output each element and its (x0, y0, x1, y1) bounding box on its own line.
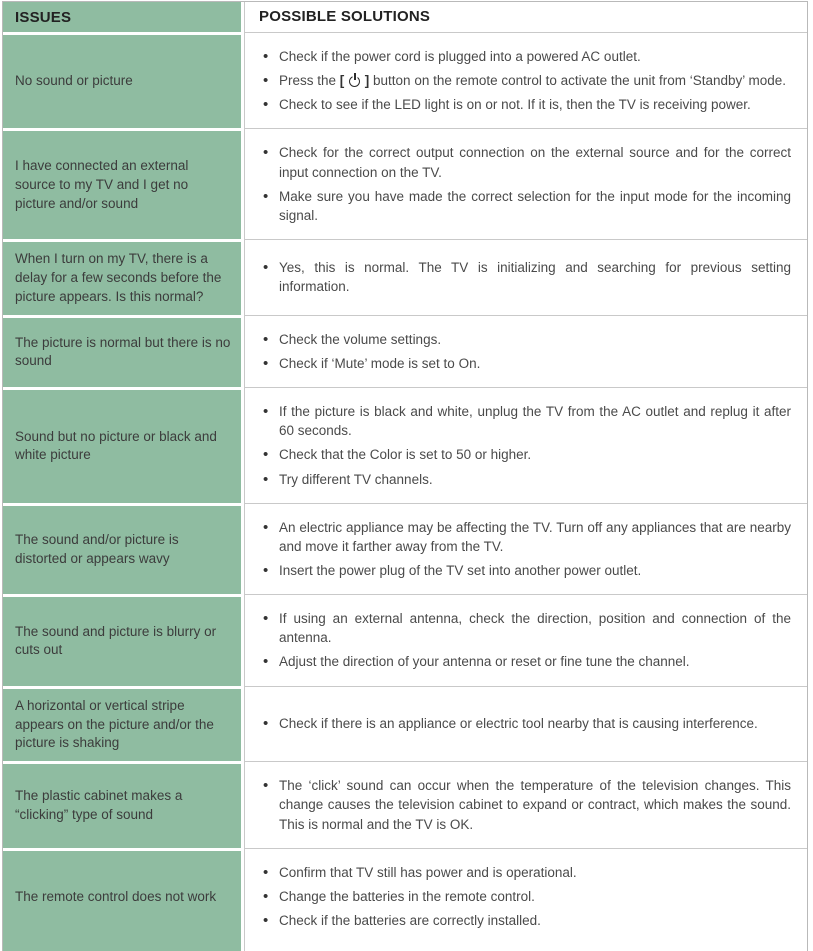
issue-cell (3, 686, 241, 762)
solutions-cell (244, 239, 807, 315)
solution-item: • If using an external antenna, check the direction, position and connection of the antenna. (261, 609, 791, 647)
table-row (3, 315, 807, 387)
issue-cell (3, 387, 241, 503)
solution-item: • Press the [ ] button on the remote control to activate the unit from ‘Standby’ mode. (261, 71, 791, 90)
issue-cell (3, 594, 241, 685)
table-body (3, 32, 807, 944)
issue-cell (3, 503, 241, 594)
solutions-cell (244, 387, 807, 503)
issue-text: The sound and/or picture is distorted or appears wavy (15, 532, 179, 566)
solution-item: • Check if ‘Mute’ mode is set to On. (261, 354, 791, 373)
solution-item: • If the picture is black and white, unplug the TV from the AC outlet and replug it after 60 seconds. (261, 402, 791, 440)
solutions-list (255, 249, 793, 305)
issue-text: I have connected an external source to my TV and I get no picture and/or sound (15, 157, 189, 211)
partial-next-row (3, 944, 807, 951)
solutions-list (255, 854, 793, 939)
solutions-list (255, 321, 793, 382)
solution-item: • Check that the Color is set to 50 or higher. (261, 445, 791, 464)
partial-issue-cell (3, 944, 241, 951)
issue-cell (3, 761, 241, 847)
solutions-cell (244, 315, 807, 387)
table-row (3, 503, 807, 594)
solution-item: • Check the volume settings. (261, 330, 791, 349)
power-icon (349, 76, 360, 87)
solutions-list (255, 134, 793, 234)
solutions-list (255, 767, 793, 842)
issue-text: When I turn on my TV, there is a delay for a few seconds before the picture appears. Is this normal? (15, 251, 222, 304)
solutions-list (255, 509, 793, 589)
issue-text: The sound and picture is blurry or cuts out (15, 623, 217, 658)
solution-item: • Check if the power cord is plugged into a powered AC outlet. (261, 47, 791, 66)
issue-text: The plastic cabinet makes a “clicking” type of sound (15, 788, 183, 823)
issues-header-cell (3, 2, 241, 32)
solution-item: • Yes, this is normal. The TV is initializing and searching for previous setting information. (261, 258, 791, 296)
table-row (3, 32, 807, 128)
issue-cell (3, 239, 241, 315)
issue-text: The picture is normal but there is no sound (15, 334, 231, 369)
issue-cell (3, 315, 241, 387)
solution-item: • Make sure you have made the correct selection for the input mode for the incoming signal. (261, 187, 791, 225)
solutions-cell (244, 686, 807, 762)
solution-item: • Change the batteries in the remote control. (261, 887, 791, 906)
solution-item: • Check for the correct output connection on the external source and for the correct input connection on the TV. (261, 143, 791, 181)
issue-cell (3, 848, 241, 944)
solution-item: • Adjust the direction of your antenna or reset or fine tune the channel. (261, 652, 791, 671)
solutions-header-cell (244, 2, 807, 32)
solution-item: • Check to see if the LED light is on or not. If it is, then the TV is receiving power. (261, 95, 791, 114)
solutions-list (255, 600, 793, 680)
solutions-cell (244, 761, 807, 847)
issues-header-label: ISSUES (15, 8, 72, 26)
bold-text: [ (339, 73, 349, 89)
table-row (3, 761, 807, 847)
bold-text: ] (361, 73, 370, 89)
solutions-list (255, 705, 793, 742)
table-row (3, 848, 807, 944)
table-row (3, 594, 807, 685)
solution-item: • Check if there is an appliance or electric tool nearby that is causing interference. (261, 714, 791, 733)
solution-item: • Check if the batteries are correctly installed. (261, 911, 791, 930)
table-row (3, 387, 807, 503)
issue-cell (3, 128, 241, 239)
issue-text: No sound or picture (15, 73, 133, 89)
solution-item: • Confirm that TV still has power and is operational. (261, 863, 791, 882)
solutions-cell (244, 32, 807, 128)
table-row (3, 128, 807, 239)
solution-item: • An electric appliance may be affecting the TV. Turn off any appliances that are nearby and move it farther away from the TV. (261, 518, 791, 556)
solutions-cell (244, 594, 807, 685)
partial-solutions-cell (244, 944, 807, 951)
solutions-list (255, 38, 793, 123)
issue-text: A horizontal or vertical stripe appears on the picture and/or the picture is shaking (15, 697, 214, 751)
solutions-cell (244, 128, 807, 239)
solutions-cell (244, 503, 807, 594)
troubleshooting-table (2, 1, 808, 951)
table-row (3, 686, 807, 762)
solution-item: • The ‘click’ sound can occur when the temperature of the television changes. This change causes the television cabinet to expand or contract, which makes the sound. This is normal and the TV is OK. (261, 776, 791, 833)
solutions-list (255, 393, 793, 498)
solution-item: • Try different TV channels. (261, 470, 791, 489)
issue-text: The remote control does not work (15, 889, 217, 905)
solution-item: • Insert the power plug of the TV set into another power outlet. (261, 561, 791, 580)
table-header-row (3, 2, 807, 32)
issue-cell (3, 32, 241, 128)
solutions-header-label: POSSIBLE SOLUTIONS (259, 8, 431, 26)
solutions-cell (244, 848, 807, 944)
issue-text: Sound but no picture or black and white picture (15, 428, 217, 463)
table-row (3, 239, 807, 315)
